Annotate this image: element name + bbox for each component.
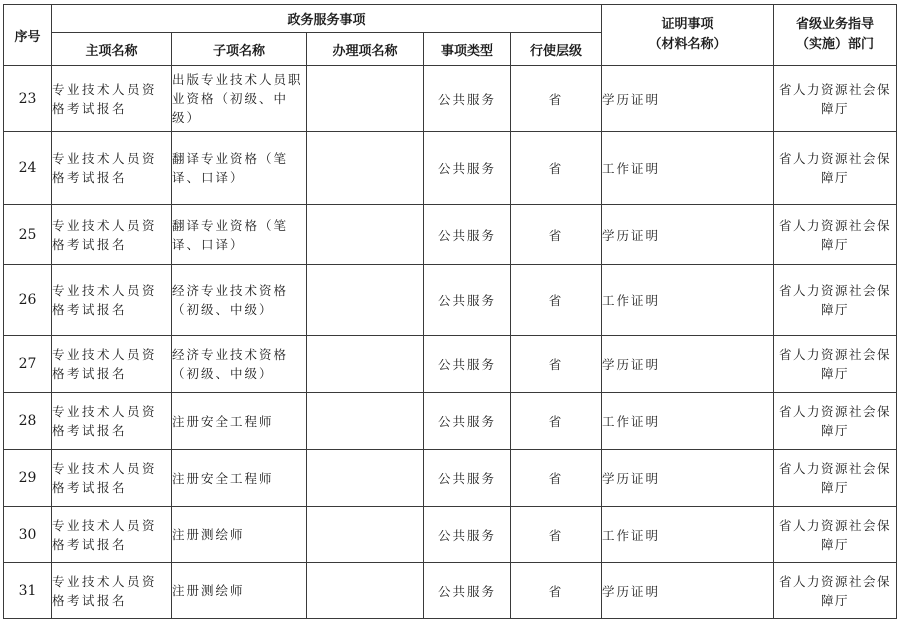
row-handling-item [307,336,424,393]
row-seq: 23 [4,66,52,132]
row-dept: 省人力资源社会保障厅 [774,393,897,450]
row-level: 省 [511,132,602,205]
row-seq: 26 [4,265,52,336]
services-table [3,4,897,619]
row-main-item: 专业技术人员资格考试报名 [52,132,172,205]
row-handling-item [307,563,424,619]
row-main-item: 专业技术人员资格考试报名 [52,265,172,336]
row-level: 省 [511,450,602,507]
header-sub-item: 子项名称 [172,33,307,66]
row-level: 省 [511,205,602,265]
row-material: 工作证明 [602,393,774,450]
row-item-type: 公共服务 [424,507,511,563]
row-handling-item [307,507,424,563]
table-row [4,336,897,393]
row-sub-item: 翻译专业资格（笔译、口译） [172,132,307,205]
row-seq: 31 [4,563,52,619]
row-dept: 省人力资源社会保障厅 [774,336,897,393]
row-sub-item: 经济专业技术资格（初级、中级） [172,265,307,336]
row-handling-item [307,132,424,205]
row-main-item: 专业技术人员资格考试报名 [52,336,172,393]
row-item-type: 公共服务 [424,336,511,393]
table-row [4,393,897,450]
header-proof-line1: 证明事项 [661,17,714,32]
row-dept: 省人力资源社会保障厅 [774,132,897,205]
row-item-type: 公共服务 [424,563,511,619]
row-dept: 省人力资源社会保障厅 [774,563,897,619]
row-main-item: 专业技术人员资格考试报名 [52,205,172,265]
row-material: 学历证明 [602,66,774,132]
row-material: 学历证明 [602,563,774,619]
row-sub-item: 注册安全工程师 [172,393,307,450]
row-handling-item [307,393,424,450]
row-sub-item: 注册测绘师 [172,507,307,563]
header-main-item: 主项名称 [52,33,172,66]
header-group: 政务服务事项 [52,5,602,33]
table-row [4,265,897,336]
row-level: 省 [511,563,602,619]
table-row [4,450,897,507]
row-level: 省 [511,336,602,393]
row-seq: 28 [4,393,52,450]
table-row [4,132,897,205]
row-handling-item [307,450,424,507]
table-row [4,563,897,619]
row-sub-item: 翻译专业资格（笔译、口译） [172,205,307,265]
row-main-item: 专业技术人员资格考试报名 [52,450,172,507]
table-row [4,507,897,563]
row-main-item: 专业技术人员资格考试报名 [52,393,172,450]
table-row [4,205,897,265]
row-main-item: 专业技术人员资格考试报名 [52,507,172,563]
row-item-type: 公共服务 [424,66,511,132]
row-sub-item: 出版专业技术人员职业资格（初级、中级） [172,66,307,132]
row-main-item: 专业技术人员资格考试报名 [52,66,172,132]
header-handling-item: 办理项名称 [307,33,424,66]
row-handling-item [307,205,424,265]
row-seq: 24 [4,132,52,205]
header-item-type: 事项类型 [424,33,511,66]
row-item-type: 公共服务 [424,393,511,450]
header-level: 行使层级 [511,33,602,66]
row-main-item: 专业技术人员资格考试报名 [52,563,172,619]
row-material: 学历证明 [602,336,774,393]
row-material: 工作证明 [602,507,774,563]
row-level: 省 [511,265,602,336]
header-dept-line1: 省级业务指导 [796,17,875,32]
row-material: 工作证明 [602,265,774,336]
header-dept [774,5,897,66]
header-proof-line2: （材料名称） [648,37,727,52]
row-material: 学历证明 [602,205,774,265]
row-item-type: 公共服务 [424,132,511,205]
row-item-type: 公共服务 [424,265,511,336]
row-level: 省 [511,393,602,450]
header-proof [602,5,774,66]
row-seq: 25 [4,205,52,265]
table-row [4,66,897,132]
row-seq: 30 [4,507,52,563]
row-sub-item: 注册安全工程师 [172,450,307,507]
row-material: 工作证明 [602,132,774,205]
row-sub-item: 经济专业技术资格（初级、中级） [172,336,307,393]
row-sub-item: 注册测绘师 [172,563,307,619]
row-item-type: 公共服务 [424,450,511,507]
row-handling-item [307,265,424,336]
row-seq: 27 [4,336,52,393]
row-level: 省 [511,66,602,132]
row-dept: 省人力资源社会保障厅 [774,205,897,265]
row-seq: 29 [4,450,52,507]
row-dept: 省人力资源社会保障厅 [774,507,897,563]
row-dept: 省人力资源社会保障厅 [774,450,897,507]
row-material: 学历证明 [602,450,774,507]
row-level: 省 [511,507,602,563]
row-item-type: 公共服务 [424,205,511,265]
row-handling-item [307,66,424,132]
header-seq: 序号 [4,5,52,66]
header-dept-line2: （实施）部门 [796,37,875,52]
row-dept: 省人力资源社会保障厅 [774,66,897,132]
row-dept: 省人力资源社会保障厅 [774,265,897,336]
